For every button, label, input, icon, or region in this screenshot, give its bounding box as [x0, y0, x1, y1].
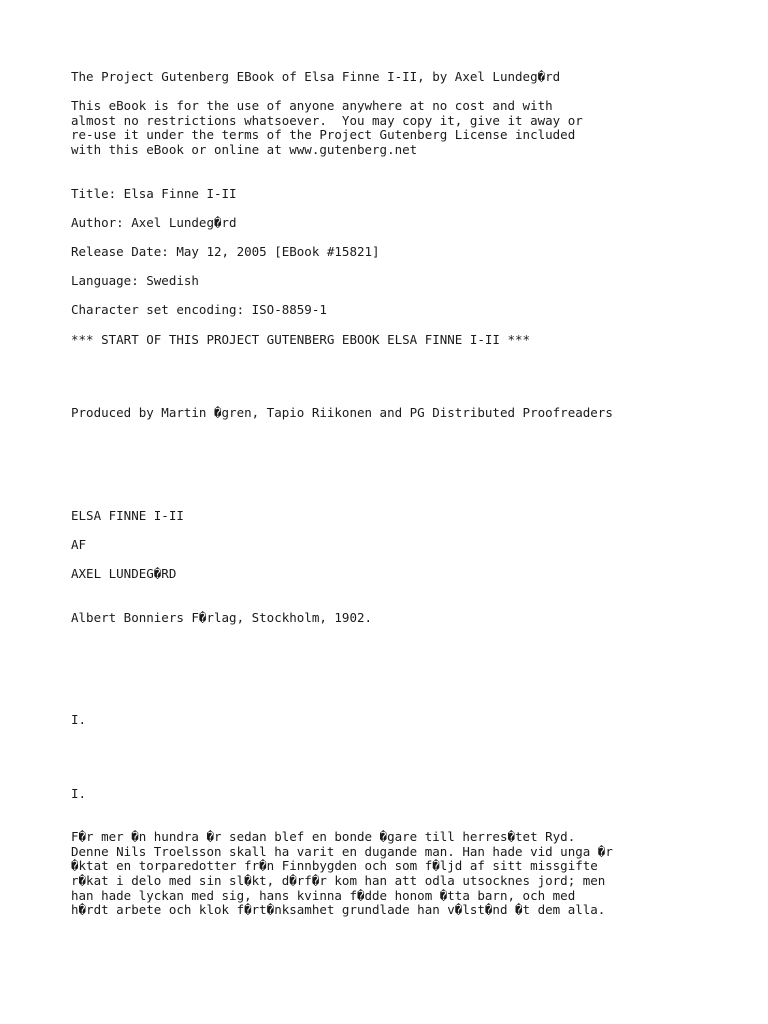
license-line: with this eBook or online at www.gutenberg.net [71, 142, 418, 157]
body-text-line: h�rdt arbete och klok f�rt�nksamhet grundlade han v�lst�nd �t dem alla. [71, 902, 606, 917]
license-line: This eBook is for the use of anyone anywhere at no cost and with [71, 98, 553, 113]
credits-line: Produced by Martin �gren, Tapio Riikonen and PG Distributed Proofreaders [71, 405, 613, 420]
license-line: almost no restrictions whatsoever. You may copy it, give it away or [71, 113, 583, 128]
start-marker: *** START OF THIS PROJECT GUTENBERG EBOOK ELSA FINNE I-II *** [71, 332, 531, 347]
release-date-field: Release Date: May 12, 2005 [EBook #15821] [71, 244, 380, 259]
author-field: Author: Axel Lundeg�rd [71, 215, 237, 230]
title-field: Title: Elsa Finne I-II [71, 186, 237, 201]
chapter-heading: I. [71, 786, 87, 801]
publisher-line: Albert Bonniers F�rlag, Stockholm, 1902. [71, 610, 373, 625]
license-line: re-use it under the terms of the Project Gutenberg License included [71, 127, 576, 142]
body-text-line: r�kat i delo med sin sl�kt, d�rf�r kom han att odla utsocknes jord; men [71, 873, 606, 888]
ebook-header-line: The Project Gutenberg EBook of Elsa Finne I-II, by Axel Lundeg�rd [71, 69, 561, 84]
encoding-field: Character set encoding: ISO-8859-1 [71, 302, 327, 317]
body-text-line: Denne Nils Troelsson skall ha varit en dugande man. Han hade vid unga �r [71, 844, 613, 859]
body-text-line: F�r mer �n hundra �r sedan blef en bonde �gare till herres�tet Ryd. [71, 829, 576, 844]
language-field: Language: Swedish [71, 273, 199, 288]
author-heading: AXEL LUNDEG�RD [71, 566, 177, 581]
part-heading: I. [71, 712, 87, 727]
body-text-line: �ktat en torparedotter fr�n Finnbygden och som f�ljd af sitt missgifte [71, 858, 598, 873]
af-line: AF [71, 537, 87, 552]
book-title: ELSA FINNE I-II [71, 508, 184, 523]
body-text-line: han hade lyckan med sig, hans kvinna f�dde honom �tta barn, och med [71, 888, 576, 903]
